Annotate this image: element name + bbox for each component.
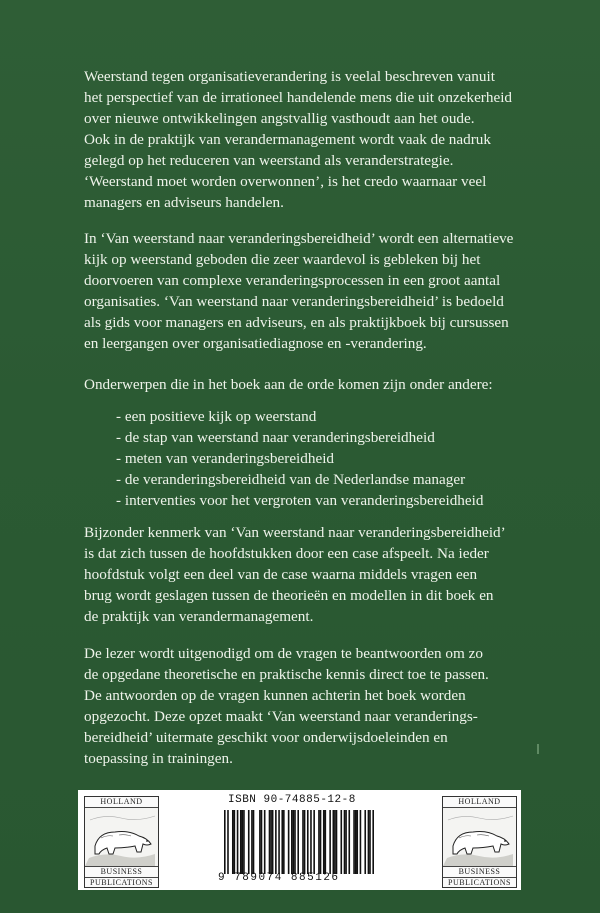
publisher-name-top: HOLLAND [85,797,158,808]
publisher-name-middle: BUSINESS [85,866,158,877]
text-line: hoofdstuk volgt een deel van de case waarna middels vragen een [84,566,478,583]
alternative-view-paragraph [84,228,554,354]
text-line: organisaties. ‘Van weerstand naar veranderingsbereidheid’ is bedoeld [84,293,504,310]
text-line: gelegd op het reduceren van weerstand als veranderstrategie. [84,152,454,169]
list-item: - de stap van weerstand naar veranderingsbereidheid [116,429,435,446]
topics-list [116,406,556,511]
text-line: de opgedane theoretische en praktische kennis direct toe te passen. [84,666,489,683]
text-line: de praktijk van verandermanagement. [84,608,314,625]
topics-intro [84,374,554,395]
publisher-name-top: HOLLAND [443,797,516,808]
text-line: toepassing in trainingen. [84,750,233,767]
barcode-panel [78,790,521,890]
text-line: brug wordt geslagen tussen de theorieën en modellen in dit boek en [84,587,494,604]
publisher-name-bottom: PUBLICATIONS [443,877,516,888]
list-item: - interventies voor het vergroten van veranderingsbereidheid [116,492,484,509]
text-line: als gids voor managers en adviseurs, en als praktijkboek bij cursussen [84,314,509,331]
isbn-number: ISBN 90-74885-12-8 [228,794,356,806]
text-line: bereidheid’ uitermate geschikt voor onderwijsdoeleinden en [84,729,448,746]
text-line: De lezer wordt uitgenodigd om de vragen te beantwoorden om zo [84,645,483,662]
barcode [218,796,378,886]
list-item: - een positieve kijk op weerstand [116,408,317,425]
text-line: over nieuwe ontwikkelingen angstvallig vasthoudt aan het oude. [84,110,475,127]
publisher-logo [84,796,159,888]
case-paragraph [84,522,554,627]
text-line: kijk op weerstand geboden die zeer waardevol is gebleken bij het [84,251,481,268]
reader-paragraph [84,643,554,769]
text-line: Weerstand tegen organisatieverandering is veelal beschreven vanuit [84,68,495,85]
text-line: is dat zich tussen de hoofdstukken door een case afspeelt. Na ieder [84,545,489,562]
publisher-name-middle: BUSINESS [443,866,516,877]
text-line: opgezocht. Deze opzet maakt ‘Van weerstand naar veranderings- [84,708,478,725]
printer-mark [537,744,539,754]
polar-bear-icon [443,808,516,866]
publisher-logo [442,796,517,888]
text-line: Onderwerpen die in het boek aan de orde komen zijn onder andere: [84,376,493,393]
text-line: Bijzonder kenmerk van ‘Van weerstand naar veranderingsbereidheid’ [84,524,506,541]
publisher-name-bottom: PUBLICATIONS [85,877,158,888]
text-line: In ‘Van weerstand naar veranderingsbereidheid’ wordt een alternatieve [84,230,514,247]
list-item: - de veranderingsbereidheid van de Nederlandse manager [116,471,466,488]
text-line: en leergangen over organisatiediagnose en -verandering. [84,335,427,352]
polar-bear-icon [85,808,158,866]
text-line: De antwoorden op de vragen kunnen achterin het boek worden [84,687,466,704]
barcode-icon [224,810,374,874]
list-item: - meten van veranderingsbereidheid [116,450,335,467]
text-line: het perspectief van de irrationeel handelende mens die uit onzekerheid [84,89,513,106]
intro-paragraph [84,66,554,213]
ean-number: 9 789074 885126 [218,872,340,884]
text-line: doorvoeren van complexe veranderingsprocessen in een groot aantal [84,272,501,289]
text-line: managers en adviseurs handelen. [84,194,284,211]
text-line: Ook in de praktijk van verandermanagement wordt vaak de nadruk [84,131,491,148]
text-line: ‘Weerstand moet worden overwonnen’, is het credo waarnaar veel [84,173,487,190]
